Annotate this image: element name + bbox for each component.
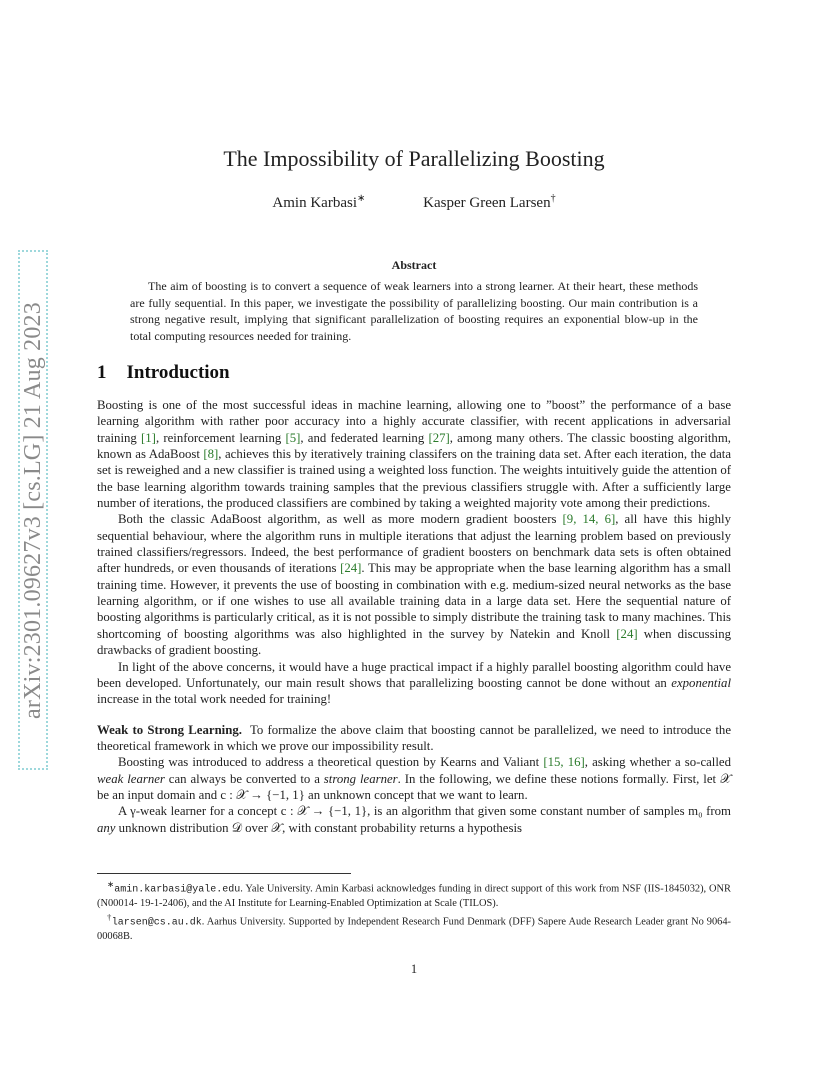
text-run: can always be converted to a bbox=[164, 771, 324, 786]
text-run: when discussing drawbacks of gradient boosting. bbox=[97, 626, 731, 658]
footnote-mark: † bbox=[107, 912, 112, 923]
text-run: . This may be appropriate when the base learning algorithm has a small training time. However, it prevents the use of boosting in combination with e.g. medium-sized neural networks as the base learning algorithm, or if one wishes to use all available training data in a large data set. Here the sequential nature of boosting algorithms is particularly critical, as it is not possible to simply distribute the training task to many machines. This shortcoming of boosting algorithms was also highlighted in the survey by Natekin and Knoll bbox=[97, 561, 731, 641]
page-number: 1 bbox=[410, 962, 418, 976]
author-1 bbox=[272, 195, 365, 211]
author-name: Amin Karbasi bbox=[272, 195, 357, 211]
citation-link[interactable]: [1] bbox=[141, 430, 156, 445]
text-run: , among many others. The classic boosting algorithm, known as AdaBoost bbox=[97, 430, 731, 462]
paragraph-5 bbox=[97, 754, 731, 803]
section-title: Introduction bbox=[126, 362, 230, 383]
paper-title: The Impossibility of Parallelizing Boosting bbox=[223, 146, 605, 171]
section-heading bbox=[97, 362, 230, 384]
citation-link[interactable]: [24] bbox=[340, 561, 362, 576]
text-run: unknown distribution 𝒟 over 𝒳, with constant probability returns a hypothesis bbox=[115, 820, 522, 835]
footnote-divider bbox=[97, 873, 351, 874]
abstract-heading: Abstract bbox=[391, 258, 437, 272]
emphasis: any bbox=[97, 820, 116, 835]
arxiv-side-stamp bbox=[18, 250, 48, 770]
paragraph-6 bbox=[97, 803, 731, 836]
text-run: , and federated learning bbox=[300, 430, 429, 445]
text-run: , reinforcement learning bbox=[155, 430, 286, 445]
citation-link[interactable]: [27] bbox=[428, 430, 450, 445]
footnote-mark: ∗ bbox=[107, 879, 115, 889]
text-run: , achieves this by iteratively training classifers on the training data set. After each iteration, the data set is reweighed and a new classifier is trained using a weighted loss function. The weights intuitively guide the attention of the base learning algorithm towards training samples that the previous classifiers struggle with. After a sufficiently large number of iterations, the produced classifiers are combined by taking a weighted majority vote among their predictions. bbox=[97, 447, 732, 511]
text-run: In light of the above concerns, it would have a huge practical impact if a highly parallel boosting algorithm could have been developed. Unfortunately, our main result shows that parallelizing boosting cannot be done without an bbox=[97, 659, 731, 690]
section-number: 1 bbox=[97, 362, 107, 383]
emphasis: exponential bbox=[671, 675, 731, 690]
email-link[interactable]: amin.karbasi@yale.edu bbox=[114, 884, 241, 896]
citation-link[interactable]: [8] bbox=[203, 447, 219, 462]
text-run: A γ-weak learner for a concept c : 𝒳 → {−1, 1}, is an algorithm that given some constant number of samples m₀ from bbox=[118, 804, 731, 819]
text-run: , asking whether a so-called bbox=[584, 755, 731, 770]
author-footnote-mark: † bbox=[550, 193, 556, 204]
footnotes bbox=[97, 878, 731, 945]
text-run: To formalize the above claim that boosting cannot be parallelized, we need to introduce the theoretical framework in which we prove our impossibility result. bbox=[97, 722, 731, 753]
footnote-text: . Yale University. Amin Karbasi acknowledges funding in direct support of this work from NSF (IIS-1845032), ONR (N00014- 19-1-2406), and the AI Institute for Learning-Enabled Optimization at Scale (TILOS). bbox=[97, 883, 731, 909]
email-link[interactable]: larsen@cs.au.dk bbox=[111, 917, 202, 929]
paragraph-3 bbox=[97, 659, 731, 708]
emphasis: strong learner bbox=[323, 771, 398, 786]
text-run: Boosting was introduced to address a theoretical question by Kearns and Valiant bbox=[118, 755, 544, 770]
text-run: , all have this highly sequential behaviour, where the algorithm runs in multiple iterations that adjust the learning problem based on previously trained classifiers/regressors. Indeed, the best performance of gradient boosters on benchmark data sets is often obtained after hundreds, or even thousands of iterations bbox=[97, 512, 731, 576]
citation-link[interactable]: [15, 16] bbox=[543, 755, 585, 770]
footnote-2 bbox=[97, 911, 731, 943]
text-run: Both the classic AdaBoost algorithm, as well as more modern gradient boosters bbox=[118, 512, 563, 527]
text-run: . In the following, we define these notions formally. First, let 𝒳 be an input domain and c : 𝒳 → {−1, 1} an unknown concept that we want to learn. bbox=[97, 771, 731, 802]
citation-link[interactable]: [24] bbox=[616, 626, 638, 641]
author-2 bbox=[423, 195, 555, 211]
footnote-text: . Aarhus University. Supported by Independent Research Fund Denmark (DFF) Sapere Aude Research Leader grant No 9064-00068B. bbox=[97, 916, 731, 943]
citation-link[interactable]: [9, 14, 6] bbox=[562, 512, 616, 527]
paragraph-4 bbox=[97, 722, 731, 755]
paragraph-2 bbox=[97, 511, 731, 658]
footnote-1 bbox=[97, 878, 731, 910]
abstract-text: The aim of boosting is to convert a sequence of weak learners into a strong learner. At their heart, these methods are fully sequential. In this paper, we investigate the possibility of parallelizing boosting. Our main contribution is a strong negative result, implying that significant parallelization of boosting requires an exponential blow-up in the total computing resources needed for training. bbox=[130, 279, 698, 343]
body-text bbox=[97, 397, 731, 836]
text-run: Boosting is one of the most successful ideas in machine learning, allowing one to ”boost” the performance of a base learning algorithm with rather poor accuracy into a highly accurate classifier, with recent applications in adversarial training bbox=[97, 398, 731, 445]
author-footnote-mark: ∗ bbox=[357, 193, 366, 204]
paragraph-1 bbox=[97, 397, 731, 511]
citation-link[interactable]: [5] bbox=[285, 430, 301, 445]
runin-heading: Weak to Strong Learning. bbox=[97, 722, 242, 737]
author-list bbox=[0, 193, 828, 212]
arxiv-identifier: arXiv:2301.09627v3 [cs.LG] 21 Aug 2023 bbox=[19, 301, 46, 719]
author-name: Kasper Green Larsen bbox=[423, 195, 551, 211]
text-run: increase in the total work needed for training! bbox=[97, 692, 332, 707]
emphasis: weak learner bbox=[97, 771, 165, 786]
